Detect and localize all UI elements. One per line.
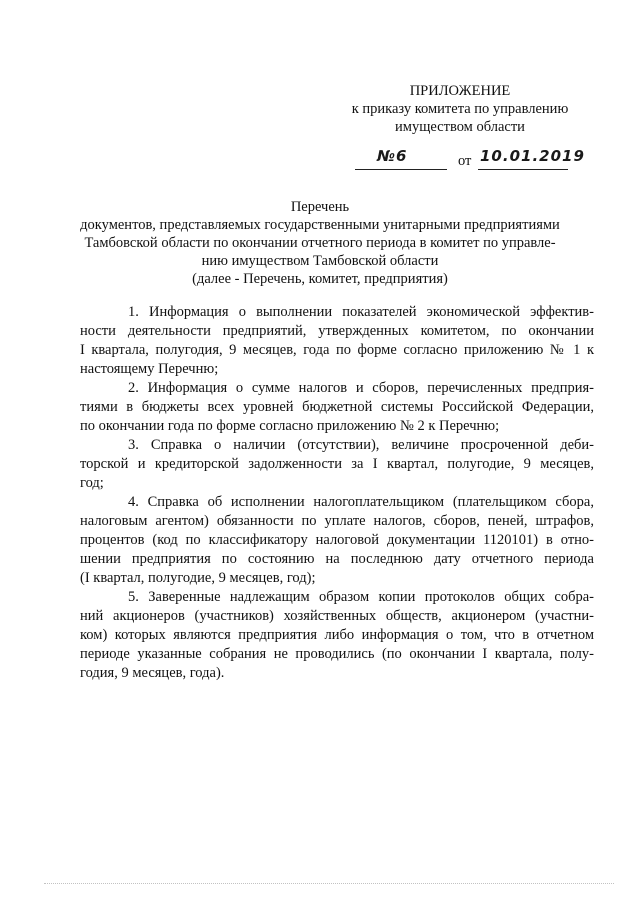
- order-number: №6: [377, 147, 408, 165]
- item-4-line: процентов (код по классификатору налоговой документации 1120101) в отно-: [80, 532, 594, 548]
- item-5-line: 5. Заверенные надлежащим образом копии протоколов общих собра-: [128, 589, 594, 605]
- order-number-field: [355, 149, 447, 170]
- item-5-line: ний акционеров (участников) хозяйственных обществ, акционером (участни-: [80, 608, 594, 624]
- order-date-field: [478, 147, 585, 170]
- appendix-subtitle-1: к приказу комитета по управлению: [351, 101, 569, 117]
- appendix-subtitle-2: имуществом области: [395, 119, 525, 135]
- list-title-line-3: Тамбовской области по окончании отчетного периода в комитет по управле-: [84, 235, 556, 251]
- item-4-line: шении предприятия по состоянию на последнюю дату отчетного периода: [80, 551, 594, 567]
- item-4-line: налоговым агентом) обязанности по уплате налогов, сборов, пеней, штрафов,: [80, 513, 594, 529]
- list-title-line-2: документов, представляемых государственными унитарными предприятиями: [80, 217, 560, 233]
- item-2-line: тиями в бюджеты всех уровней бюджетной системы Российской Федерации,: [80, 399, 594, 415]
- order-date: 10.01.2019: [480, 147, 585, 165]
- item-3-line: 3. Справка о наличии (отсутствии), величине просроченной деби-: [128, 437, 594, 453]
- item-5-line: годия, 9 месяцев, года).: [80, 665, 225, 681]
- item-4-line: 4. Справка об исполнении налогоплательщиком (плательщиком сбора,: [128, 494, 594, 510]
- date-prefix: от: [458, 153, 472, 169]
- item-2-line: по окончании года по форме согласно приложению № 2 к Перечню;: [80, 418, 500, 434]
- scan-edge-dots: [44, 883, 614, 888]
- appendix-title: ПРИЛОЖЕНИЕ: [409, 83, 511, 99]
- item-4-line: (I квартал, полугодие, 9 месяцев, год);: [80, 570, 316, 586]
- item-3-line: торской и кредиторской задолженности за I квартал, полугодие, 9 месяцев,: [80, 456, 594, 472]
- item-1-line: настоящему Перечню;: [80, 361, 219, 377]
- item-1-line: I квартала, полугодия, 9 месяцев, года по форме согласно приложению № 1 к: [80, 342, 594, 358]
- item-1-line: ности деятельности предприятий, утвержденных комитетом, по окончании: [80, 323, 594, 339]
- list-title-line-4: нию имуществом Тамбовской области: [201, 253, 439, 269]
- item-3-line: год;: [80, 475, 104, 491]
- item-2-line: 2. Информация о сумме налогов и сборов, перечисленных предприя-: [128, 380, 594, 396]
- list-title-line-1: Перечень: [290, 199, 350, 215]
- item-1-line: 1. Информация о выполнении показателей экономической эффектив-: [128, 304, 594, 320]
- list-title-line-5: (далее - Перечень, комитет, предприятия): [192, 271, 448, 287]
- item-5-line: ком) которых являются предприятия либо информация о том, что в отчетном: [80, 627, 594, 643]
- item-5-line: периоде указанные собрания не проводились (по окончании I квартала, полу-: [80, 646, 594, 662]
